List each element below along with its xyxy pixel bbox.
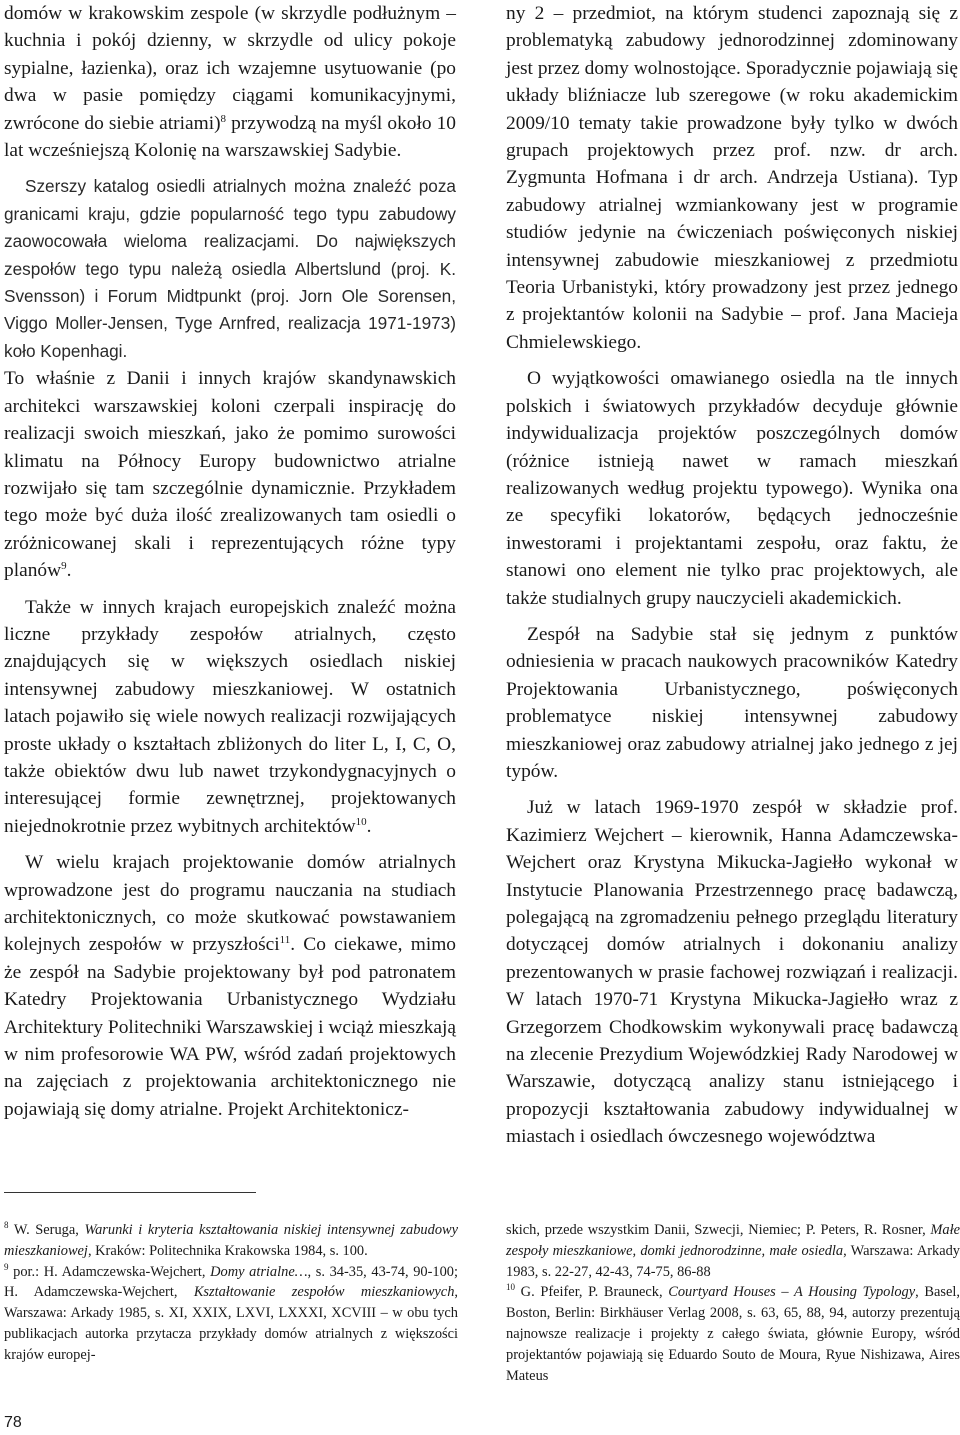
paragraph: Także w innych krajach europejskich znaleźć można liczne przykłady zespołów atrialnych, często znajdujących się w większych osiedlach niskiej intensywnej zabudowy mieszkaniowej. W ostatnich latach pojawiło się wiele nowych realizacji rozwijających proste układy o kształtach zbliżonych do liter L, I, C, O, także obiektów dwu lub nawet trzykondygnacyjnych o interesującej formie zewnętrznej, projektowanych niejednokrotnie przez wybitnych architektów$^{10}$. [4,596,456,837]
footnote-8: $^8$ W. Seruga, Warunki i kryteria kształtowania niskiej intensywnej zabudowy mieszkaniowej, Kraków: Politechnika Krakowska 1984, s. 100. [4,1220,458,1259]
page-number: 78 [4,1414,22,1431]
left-text-column [4,0,456,1123]
paragraph: O wyjątkowości omawianego osiedla na tle innych polskich i światowych przykładów decyduje głównie indywidualizacja projektów poszczególnych domów (różnice istnieją nawet w ramach mieszkań realizowanych według projektu typowego). Wynika ona ze specyfiki lokatorów, będących jednocześnie inwestorami i projektantami zespołu, oraz faktu, że stanowi ono element nie tylko prac projektowych, ale także studialnych grupy nauczycieli akademickich. [506,368,958,609]
paragraph: Zespół na Sadybie stał się jednym z punktów odniesienia w pracach naukowych pracowników Katedry Projektowania Urbanistycznego, poświęconych problematyce niskiej intensywnej zabudowy mieszkaniowej oraz zabudowy atrialnej jako jednego z jej typów. [506,623,958,782]
footnote-ref-8[interactable]: 8 [220,112,227,125]
paragraph: ny 2 – przedmiot, na którym studenci zapoznają się z problematyką zabudowy jednorodzinnej zdominowany jest przez domy wolnostojące. Sporadycznie pojawiają się układy bliźniacze lub szeregowe (w roku akademickim 2009/10 tematy takie prowadzone były tylko w dwóch grupach projektowych przez prof. nzw. dr arch. Zygmunta Hofmana i dr arch. Andrzeja Ustiana). Typ zabudowy atrialnej wzmiankowany jest w programie studiów jedynie na ćwiczeniach poświęconych niskiej intensywnej zabudowie mieszkaniowej z przedmiotu Teoria Urbanistyki, który prowadzony jest przez jednego z projektantów kolonii na Sadybie – prof. Jana Macieja Chmielewskiego. [506,3,958,353]
right-text-column [506,0,958,1151]
paragraph: To właśnie z Danii i innych krajów skandynawskich architekci warszawskiej koloni czerpali inspirację do realizacji swoich mieszkań, jako że pomimo surowości klimatu na Północy Europy budownictwo atrialne rozwijało się tam szczególnie dynamicznie. Przykładem tego może być duża ilość zrealizowanych tam osiedli o zróżnicowanej skali i reprezentujących różne typy planów$^9$. [4,368,456,582]
footnote-10: $^{10}$ G. Pfeifer, P. Brauneck, Courtyard Houses – A Housing Typology, Basel, Boston, Berlin: Birkhäuser Verlag 2008, s. 63, 65, 88, 94, autorzy prezentują najnowsze realizacje i projekty z całego świata, głównie Europy, wśród projektantów pojawiają się Eduardo Souto de Moura, Ryue Nishizawa, Aires Mateus [506,1282,960,1384]
paragraph: W wielu krajach projektowanie domów atrialnych wprowadzone jest do programu nauczania na studiach architektonicznych, co może skutkować powstawaniem kolejnych zespołów w przyszłości$^{11}$. Co ciekawe, mimo że zespół na Sadybie projektowany był pod patronatem Katedry Projektowania Urbanistycznego Wydziału Architektury Politechniki Warszawskiej i wciąż mieszkają w nim profesorowie WA PW, wśród zadań projektowych na zajęciach z projektowania architektonicznego nie pojawiają się domy atrialne. Projekt Architektonicz- [4,852,456,1120]
footnote-ref-9[interactable]: 9 [61,560,67,573]
footnotes-right [506,1220,960,1386]
paragraph: Szerszy katalog osiedli atrialnych można znaleźć poza granicami kraju, gdzie popularność tego typu zabudowy zaowocowała wieloma realizacjami. Do największych zespołów tego typu należą osiedla Albertslund (proj. K. Svensson) i Forum Midtpunkt (proj. Jorn Ole Sorensen, Viggo Moller-Jensen, Tyge Arnfred, realizacja 1971-1973) koło Kopenhagi. [4,176,456,361]
paragraph: domów w krakowskim zespole (w skrzydle podłużnym – kuchnia i pokój dzienny, w skrzydle od ulicy pokoje sypialne, łazienka), oraz ich wzajemne usytuowanie (po dwa w pasie pomiędzy ciągami komunikacyjnymi, zwrócone do siebie atriami)$^8$ przywodzą na myśl około 10 lat wcześniejszą Kolonię na warszawskiej Sadybie. [4,3,456,162]
footnote-ref-10[interactable]: 10 [355,815,367,828]
footnote-separator [4,1192,256,1193]
footnote-ref-11[interactable]: 11 [279,934,291,947]
footnote-9-continued: skich, przede wszystkim Danii, Szwecji, Niemiec; P. Peters, R. Rosner, Małe zespoły mieszkaniowe, domki jednorodzinne, małe osiedla, Warszawa: Arkady 1983, s. 22-27, 42-43, 74-75, 86-88 [506,1222,960,1280]
paragraph: Już w latach 1969-1970 zespół w składzie prof. Kazimierz Wejchert – kierownik, Hanna Adamczewska-Wejchert oraz Krystyna Mikucka-Jagiełło wykonał w Instytucie Planowania Przestrzennego pracę badawczą, polegającą na zgromadzeniu pełnego przeglądu literatury dotyczącej domów atrialnych i dokonaniu analizy prezentowanych w prasie fachowej rozwiązań i realizacji. W latach 1970-71 Krystyna Mikucka-Jagiełło wraz z Grzegorzem Chodkowskim wykonywali pracę badawczą na zlecenie Prezydium Wojewódzkiej Rady Narodowej w Warszawie, dotyczącą analizy stanu istniejącego i propozycji kształtowania zabudowy indywidualnej w miastach i osiedlach ówczesnego województwa [506,797,958,1148]
footnotes-left [4,1220,458,1366]
footnote-9: $^9$ por.: H. Adamczewska-Wejchert, Domy atrialne…, s. 34-35, 43-74, 90-100; H. Adamczewska-Wejchert, Kształtowanie zespołów mieszkaniowych, Warszawa: Arkady 1985, s. XI, XXIX, LXVI, LXXXI, XCVIII – w obu tych publikacjach autorka przytacza przykłady domów atrialnych z większości krajów europej- [4,1261,459,1363]
